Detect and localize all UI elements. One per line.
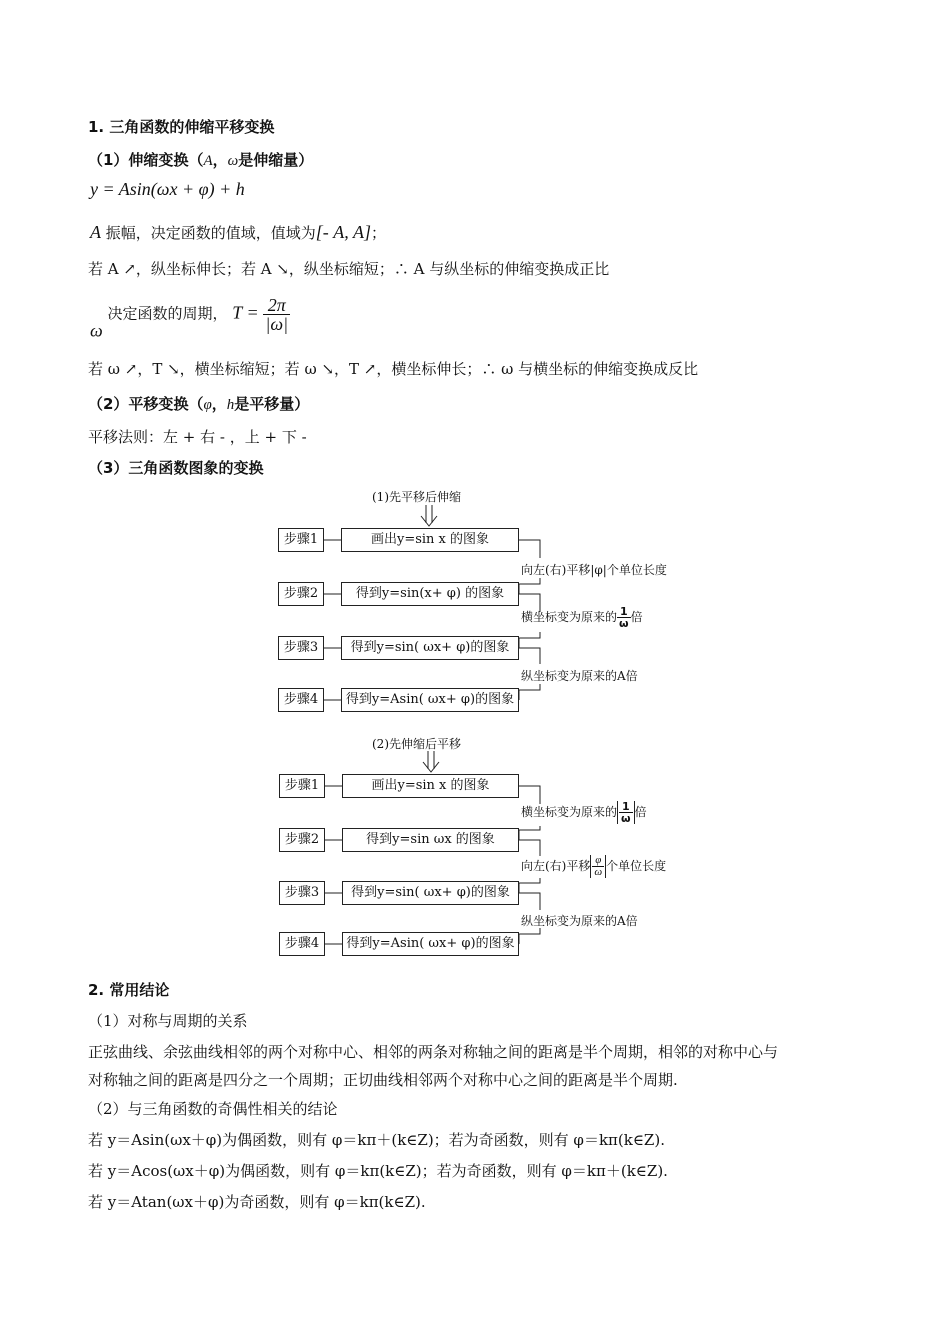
sub-heading-stretch: （1）伸缩变换（A，ω是伸缩量） — [88, 151, 314, 169]
sub-heading-symmetry: （1）对称与周期的关系 — [88, 1012, 248, 1030]
flow2-step-3: 步骤3 — [279, 881, 325, 905]
flow1-arrow-label-2: 横坐标变为原来的 $\frac{1}{\omega}$ 倍 — [521, 605, 643, 630]
sub-heading-graph-transform: （3）三角函数图象的变换 — [88, 459, 264, 477]
flow1-step-2: 步骤2 — [278, 582, 324, 606]
flow1-box-1: 画出y=sin x 的图象 — [341, 528, 519, 552]
section1-heading: 1. 三角函数的伸缩平移变换 — [88, 118, 275, 136]
flow1-step-1: 步骤1 — [278, 528, 324, 552]
section2-heading: 2. 常用结论 — [88, 981, 170, 999]
flow2-box-2: 得到y=sin ωx 的图象 — [342, 828, 519, 852]
sub-heading-parity: （2）与三角函数的奇偶性相关的结论 — [88, 1100, 338, 1118]
flow1-title: (1)先平移后伸缩 — [372, 490, 461, 504]
flow1-step-4: 步骤4 — [278, 688, 324, 712]
flow2-step-4: 步骤4 — [279, 932, 325, 956]
sine-formula: y = Asin(ωx + φ) + h — [90, 179, 245, 199]
flow1-box-4: 得到y=Asin( ωx+ φ)的图象 — [341, 688, 519, 712]
flow1-arrow-label-3: 纵坐标变为原来的A倍 — [521, 669, 638, 683]
shift-rule: 平移法则：左 + 右 - ，上 + 下 - — [88, 428, 307, 446]
flow1-arrow-label-1: 向左(右)平移|φ|个单位长度 — [521, 563, 667, 577]
flow2-arrow-label-1: 横坐标变为原来的 $\frac{1}{\omega}$ 倍 — [521, 800, 647, 825]
flow1-box-2: 得到y=sin(x+ φ) 的图象 — [341, 582, 519, 606]
sub-heading-shift: （2）平移变换（φ，h是平移量） — [88, 395, 310, 413]
symmetry-paragraph-line2: 对称轴之间的距离是四分之一个周期；正切曲线相邻两个对称中心之间的距离是半个周期. — [88, 1071, 678, 1089]
flow2-arrow-label-3: 纵坐标变为原来的A倍 — [521, 914, 638, 928]
flow2-step-2: 步骤2 — [279, 828, 325, 852]
amplitude-line: A 振幅，决定函数的值域，值域为[- A, A]； — [90, 222, 386, 242]
flow2-arrow-label-2: 向左(右)平移 $\frac{\varphi}{\omega}$ 个单位长度 — [521, 854, 667, 878]
flow1-box-3: 得到y=sin( ωx+ φ)的图象 — [341, 636, 519, 660]
flow2-box-4: 得到y=Asin( ωx+ φ)的图象 — [342, 932, 519, 956]
flow2-step-1: 步骤1 — [279, 774, 325, 798]
parity-tan-line: 若 y＝Atan(ωx＋φ)为奇函数，则有 φ＝kπ(k∈Z). — [88, 1193, 426, 1211]
flow1-step-3: 步骤3 — [278, 636, 324, 660]
flow2-title: (2)先伸缩后平移 — [372, 737, 461, 751]
symmetry-paragraph-line1: 正弦曲线、余弦曲线相邻的两个对称中心、相邻的两条对称轴之间的距离是半个周期，相邻的对称中心与 — [88, 1043, 779, 1061]
period-rule: 若 ω ↗，T ↘，横坐标缩短；若 ω ↘，T ↗，横坐标伸长；∴ ω 与横坐标的伸缩变换成反比 — [88, 360, 699, 378]
flow2-box-3: 得到y=sin( ωx+ φ)的图象 — [342, 881, 519, 905]
flow2-box-1: 画出y=sin x 的图象 — [342, 774, 519, 798]
amplitude-rule: 若 A ↗，纵坐标伸长；若 A ↘，纵坐标缩短；∴ A 与纵坐标的伸缩变换成正比 — [88, 260, 610, 278]
period-line: ω 决定函数的周期， T = $\frac{2\pi}{|\omega|}$ — [90, 295, 289, 341]
parity-sin-line: 若 y＝Asin(ωx＋φ)为偶函数，则有 φ＝kπ＋(k∈Z)；若为奇函数，则有 φ＝kπ(k∈Z). — [88, 1131, 665, 1149]
period-fraction: $\frac{2\pi}{|\omega|}$ — [265, 295, 289, 334]
parity-cos-line: 若 y＝Acos(ωx＋φ)为偶函数，则有 φ＝kπ(k∈Z)；若为奇函数，则有 φ＝kπ＋(k∈Z). — [88, 1162, 668, 1180]
